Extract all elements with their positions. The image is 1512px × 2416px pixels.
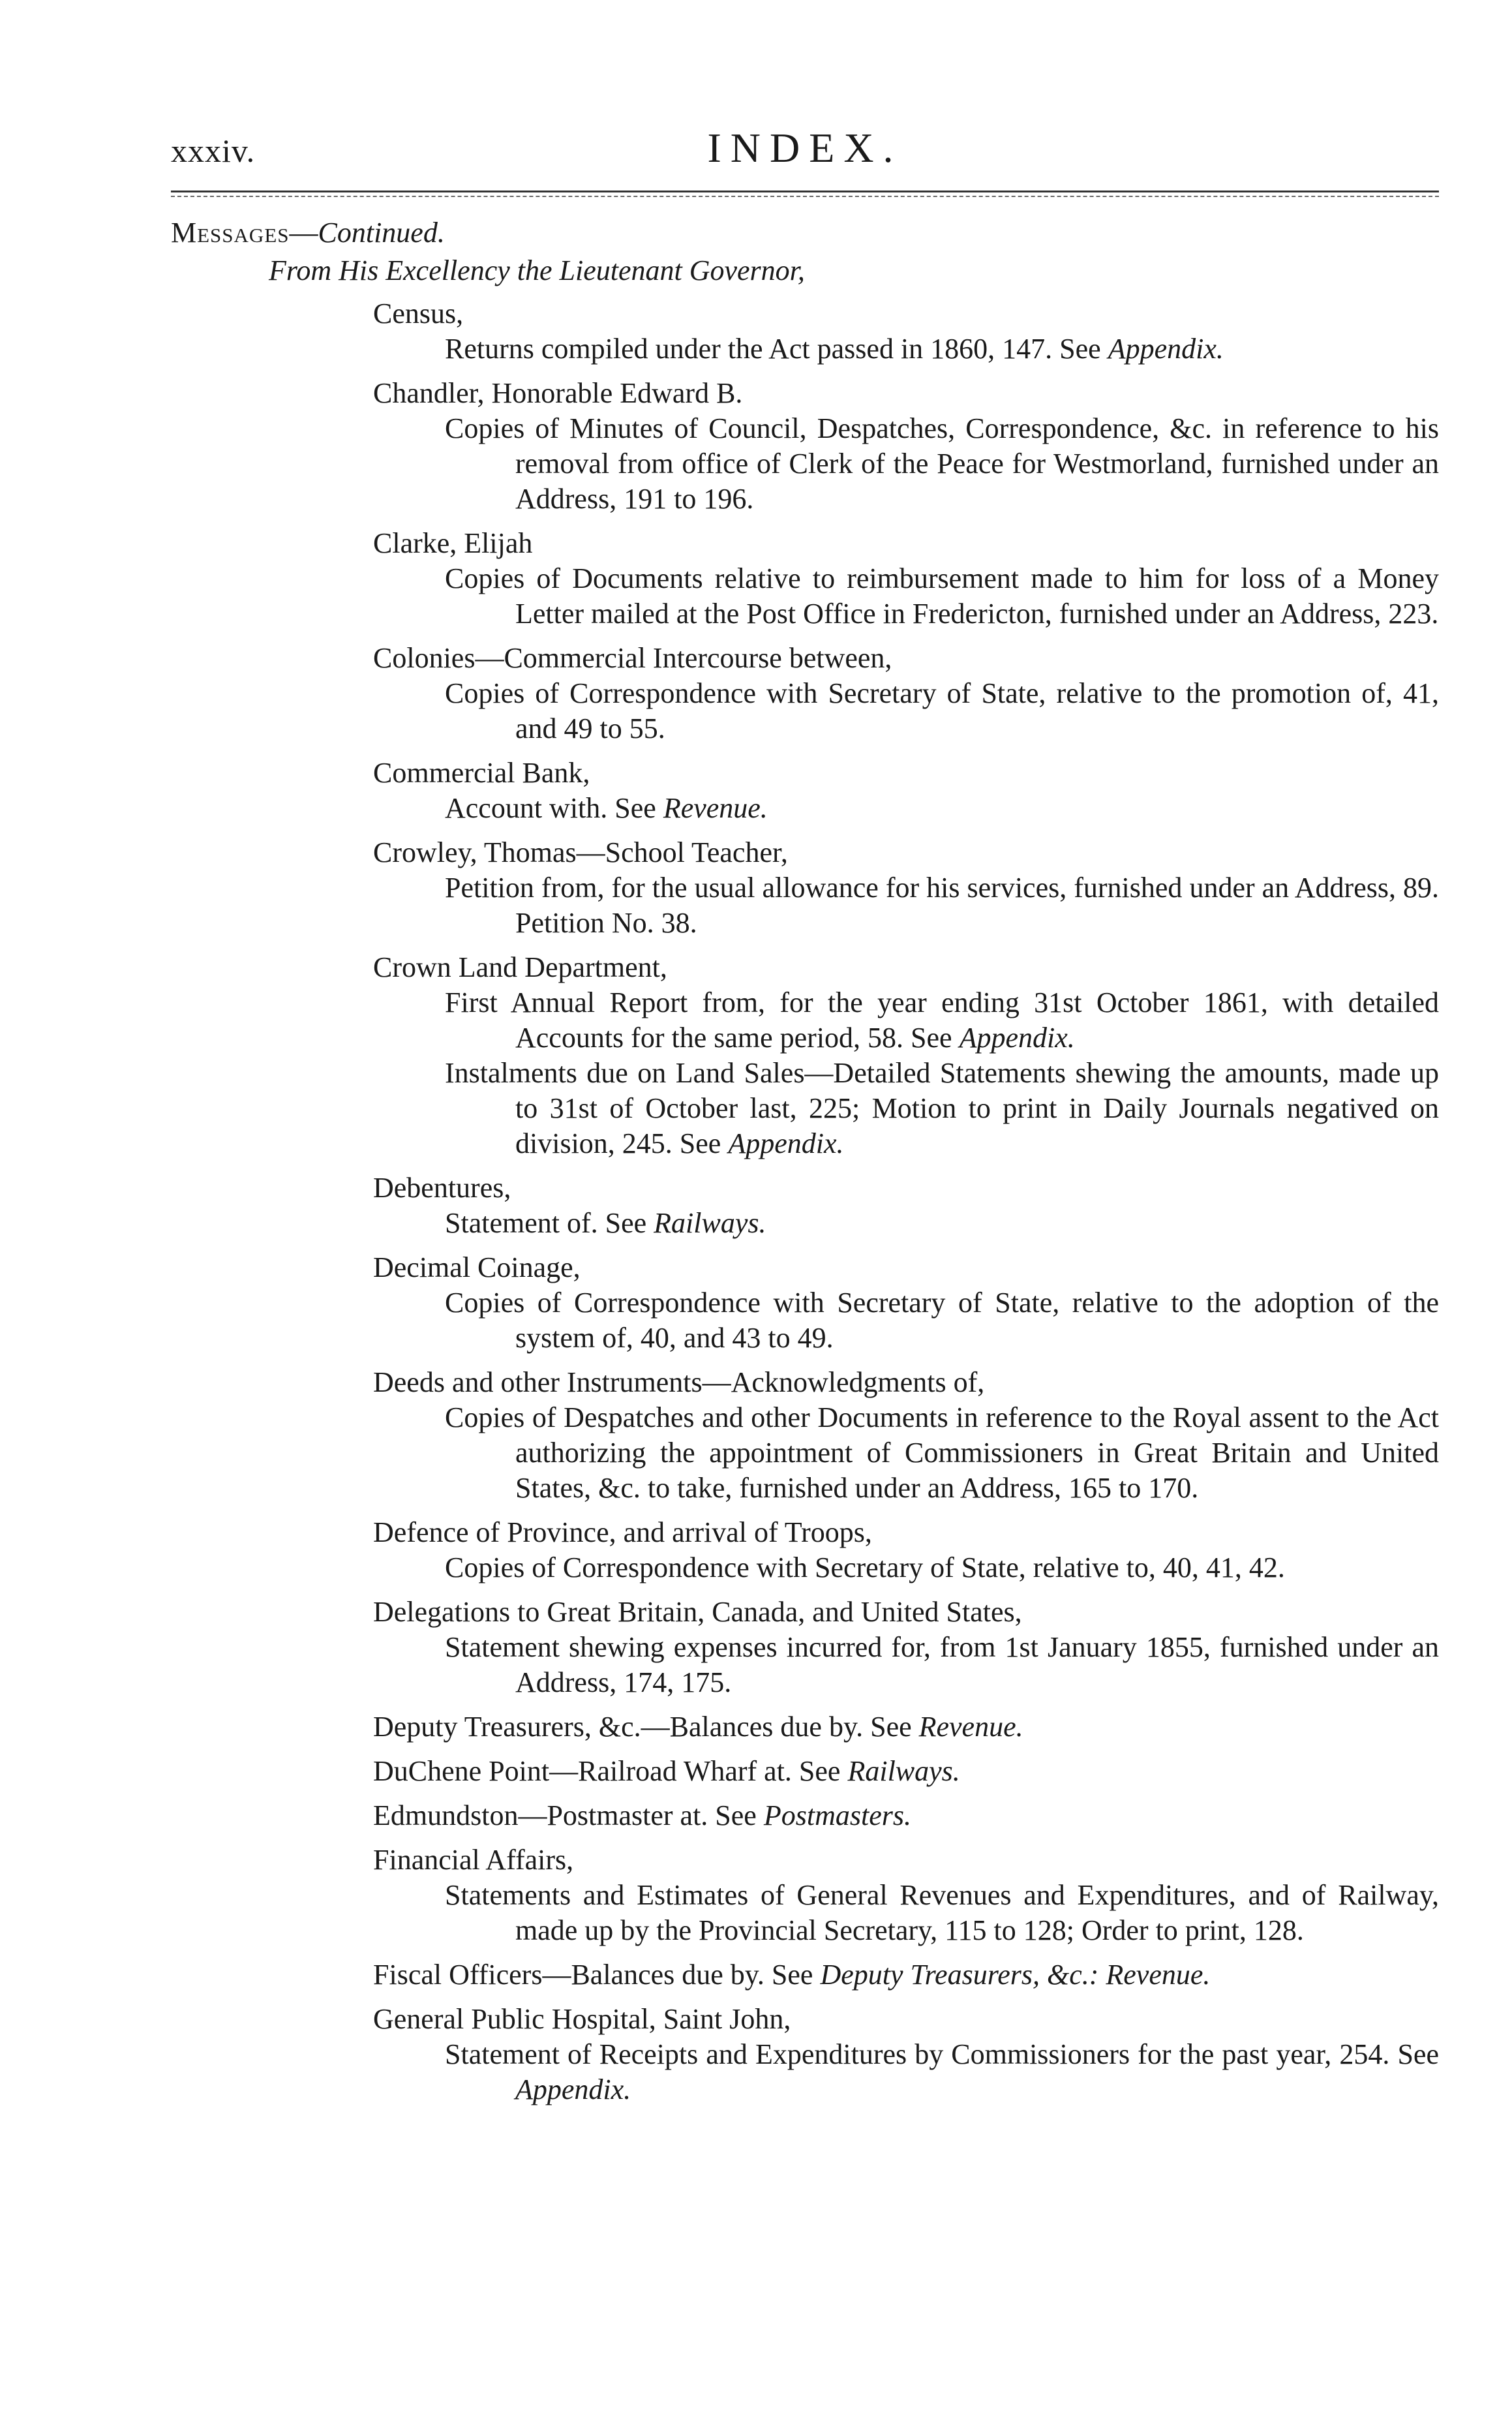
entry-title [373, 1365, 1439, 1400]
entry-title-text: Census, [373, 298, 464, 329]
index-entry [373, 1595, 1439, 1700]
index-entry [373, 756, 1439, 826]
entry-item [445, 676, 1439, 746]
entry-title-text: Deputy Treasurers, &c.—Balances due by. See [373, 1711, 919, 1743]
index-entry [373, 526, 1439, 632]
entry-item [445, 870, 1439, 941]
entry-title-text: Edmundston—Postmaster at. See [373, 1799, 764, 1831]
entry-title [373, 2002, 1439, 2037]
index-entry [373, 950, 1439, 1161]
index-entry [373, 1754, 1439, 1789]
dash: — [289, 217, 318, 249]
entry-item-text: Statements and Estimates of General Revenues and Expenditures, and of Railway, made up by the Provincial Secretary, 115 to 128; Order to print, 128. [445, 1879, 1439, 1946]
entry-title [373, 376, 1439, 411]
entry-title [373, 1170, 1439, 1206]
entry-title [373, 526, 1439, 561]
entry-title [373, 1595, 1439, 1630]
entry-item [445, 561, 1439, 632]
entry-title-text: Decimal Coinage, [373, 1251, 581, 1283]
index-entry [373, 2002, 1439, 2107]
entry-item [445, 1285, 1439, 1356]
entry-title [373, 296, 1439, 331]
see-reference: Railways. [654, 1207, 766, 1239]
see-reference: Appendix. [959, 1022, 1075, 1054]
index-entry [373, 376, 1439, 517]
entry-item [445, 411, 1439, 517]
entry-title-text: Deeds and other Instruments—Acknowledgments of, [373, 1366, 985, 1398]
entry-title-text: Chandler, Honorable Edward B. [373, 377, 743, 409]
index-entry [373, 1709, 1439, 1745]
entry-item-text: Copies of Correspondence with Secretary of State, relative to the promotion of, 41, and 49 to 55. [445, 677, 1439, 744]
entry-title-text: Debentures, [373, 1172, 511, 1204]
see-reference: Railways. [847, 1755, 960, 1787]
entry-item-text: Copies of Minutes of Council, Despatches, Correspondence, &c. in reference to his removal from office of Clerk of the Peace for Westmorland, furnished under an Address, 191 to 196. [445, 412, 1439, 515]
see-reference: Appendix. [728, 1127, 844, 1159]
see-reference: Revenue. [918, 1711, 1023, 1743]
entry-title [373, 1709, 1439, 1745]
index-entry [373, 1798, 1439, 1833]
index-entry [373, 1170, 1439, 1241]
page-title: INDEX. [707, 125, 903, 171]
entry-title [373, 1250, 1439, 1285]
see-reference: Deputy Treasurers, &c.: Revenue. [820, 1959, 1211, 1991]
entry-title-text: Commercial Bank, [373, 757, 590, 789]
entry-item-text: Copies of Despatches and other Documents in reference to the Royal assent to the Act authorizing the appointment of Commissioners in Great Britain and United States, &c. to take, furnished under an Address, 165 to 170. [445, 1401, 1439, 1504]
entry-title-text: DuChene Point—Railroad Wharf at. See [373, 1755, 848, 1787]
entry-item [445, 1400, 1439, 1506]
page-header [171, 124, 1439, 183]
index-entry [373, 296, 1439, 367]
section-continued: Continued. [318, 217, 445, 249]
entry-title [373, 1754, 1439, 1789]
index-entry [373, 1365, 1439, 1506]
index-content [171, 215, 1439, 2117]
entry-item-text: Petition from, for the usual allowance for his services, furnished under an Address, 89. Petition No. 38. [445, 872, 1439, 939]
entry-title-text: Crown Land Department, [373, 951, 667, 983]
entry-item-text: First Annual Report from, for the year ending 31st October 1861, with detailed Accounts for the same period, 58. See [445, 986, 1439, 1054]
entry-item [445, 791, 1439, 826]
entry-title-text: Delegations to Great Britain, Canada, and United States, [373, 1596, 1022, 1628]
entry-item [445, 985, 1439, 1056]
entry-title-text: Crowley, Thomas—School Teacher, [373, 836, 788, 868]
entry-title [373, 641, 1439, 676]
entry-title-text: Fiscal Officers—Balances due by. See [373, 1959, 821, 1991]
index-entry [373, 1843, 1439, 1948]
entry-title-text: Financial Affairs, [373, 1844, 574, 1876]
entry-item-text: Copies of Correspondence with Secretary of State, relative to the adoption of the system of, 40, and 43 to 49. [445, 1287, 1439, 1354]
see-reference: Postmasters. [763, 1799, 911, 1831]
entry-title [373, 950, 1439, 985]
entry-item [445, 331, 1439, 367]
entry-item-text: Statement shewing expenses incurred for, from 1st January 1855, furnished under an Address, 174, 175. [445, 1631, 1439, 1698]
header-rule-double [171, 196, 1439, 197]
entry-item [445, 1630, 1439, 1700]
entry-item-text: Statement of Receipts and Expenditures by Commissioners for the past year, 254. See [445, 2038, 1439, 2070]
entry-item [445, 1550, 1439, 1585]
index-entry [373, 1250, 1439, 1356]
see-reference: Appendix. [1108, 333, 1224, 365]
page-number: xxxiv. [171, 132, 256, 169]
entry-title [373, 1515, 1439, 1550]
entry-item-text: Copies of Documents relative to reimbursement made to him for loss of a Money Letter mailed at the Post Office in Fredericton, furnished under an Address, 223. [445, 562, 1439, 630]
entry-title [373, 1798, 1439, 1833]
index-entry [373, 1957, 1439, 1993]
entry-title [373, 756, 1439, 791]
section-heading [171, 215, 1439, 251]
see-reference: Appendix. [515, 2073, 631, 2105]
header-rule [171, 191, 1439, 192]
entry-item-text: Returns compiled under the Act passed in 1860, 147. See [445, 333, 1108, 365]
entry-title [373, 1843, 1439, 1878]
index-entry [373, 1515, 1439, 1585]
entry-item [445, 2037, 1439, 2107]
index-entry [373, 835, 1439, 941]
entry-item [445, 1056, 1439, 1161]
index-entry [373, 641, 1439, 746]
entry-item-text: Instalments due on Land Sales—Detailed Statements shewing the amounts, made up to 31st of October last, 225; Motion to print in Daily Journals negatived on division, 245. See [445, 1057, 1439, 1159]
entry-title [373, 1957, 1439, 1993]
entry-title-text: General Public Hospital, Saint John, [373, 2003, 791, 2035]
entry-item-text: Copies of Correspondence with Secretary of State, relative to, 40, 41, 42. [445, 1552, 1285, 1583]
entry-item-text: Statement of. See [445, 1207, 654, 1239]
see-reference: Revenue. [663, 792, 768, 824]
entry-item-text: Account with. See [445, 792, 663, 824]
entry-title-text: Defence of Province, and arrival of Troops, [373, 1516, 872, 1548]
entry-item [445, 1206, 1439, 1241]
entry-title-text: Clarke, Elijah [373, 527, 533, 559]
section-subheading: From His Excellency the Lieutenant Governor, [269, 254, 805, 286]
index-entries [171, 296, 1439, 2107]
entry-item [445, 1878, 1439, 1948]
section-heading-label: Messages [171, 217, 290, 249]
entry-title-text: Colonies—Commercial Intercourse between, [373, 642, 892, 674]
entry-title [373, 835, 1439, 870]
